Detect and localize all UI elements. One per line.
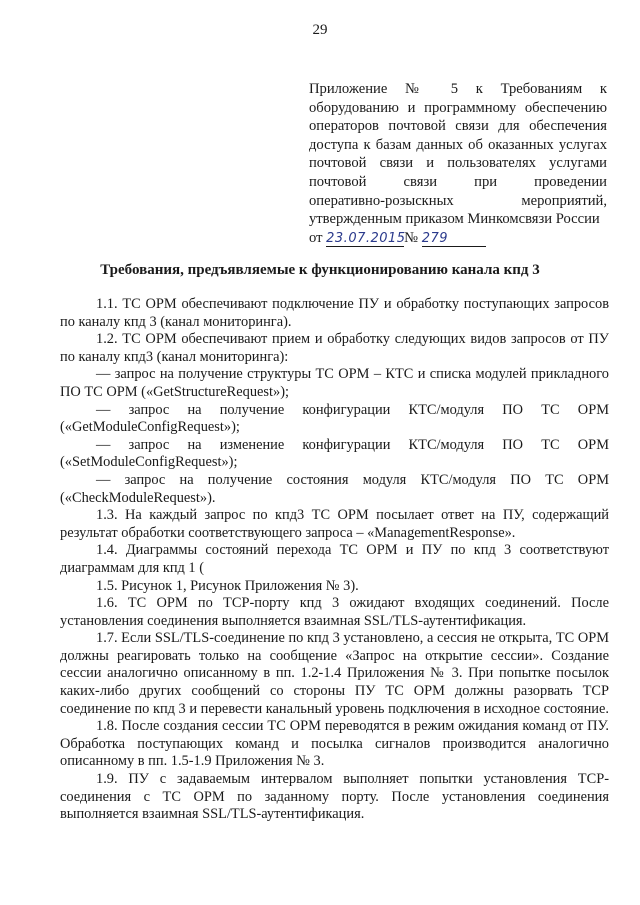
paragraph [60, 331, 609, 366]
handwritten-number: 279 [422, 231, 486, 247]
list-item [60, 366, 609, 401]
paragraph [60, 771, 609, 824]
paragraph-text: 1.7. Если SSL/TLS-соединение по кпд 3 установлено, а сессия не открыта, ТС ОРМ должны реагировать только на сообщение «Запрос на открытие сессии». Создание сессии аналогично описанному в пп. 1.2-1.4 Приложения № 3. При попытке посылок каких-либо других сообщений со стороны ПУ ТС ОРМ должны разорвать TCP соединение по кпд 3 и перевести канальный уровень подключения в исходное состояние. [60, 630, 610, 717]
appendix-header [309, 80, 607, 247]
list-item [60, 437, 609, 472]
appendix-line: доступа к базам данных об оказанных услугах [309, 136, 607, 153]
paragraph-text: 1.2. ТС ОРМ обеспечивают прием и обработку следующих видов запросов от ПУ по каналу кпд3 (канал мониторинга): [60, 331, 609, 365]
paragraph-text: 1.1. ТС ОРМ обеспечивают подключение ПУ и обработку поступающих запросов по каналу кпд 3 (канал мониторинга). [60, 296, 609, 330]
list-item-text: — запрос на получение состояния модуля КТС/модуля ПО ТС ОРМ («CheckModuleRequest»). [60, 471, 609, 506]
order-date-line [309, 229, 607, 248]
paragraph [60, 595, 609, 630]
handwritten-date: 23.07.2015 [326, 230, 406, 246]
paragraph-text: 1.6. ТС ОРМ по TCP-порту кпд 3 ожидают входящих соединений. После установления соединения выполняется взаимная SSL/TLS-аутентификация. [60, 595, 609, 629]
paragraph [60, 296, 609, 331]
appendix-line: оперативно-розыскных мероприятий, [309, 192, 607, 209]
date-prefix: от [309, 229, 323, 246]
appendix-line: оборудованию и программному обеспечению [309, 99, 607, 116]
list-item-text: — запрос на изменение конфигурации КТС/модуля ПО ТС ОРМ («SetModuleConfigRequest»); [60, 436, 609, 471]
list-item [60, 402, 609, 437]
appendix-line: утвержденным приказом Минкомсвязи России [309, 211, 600, 228]
body-text [60, 296, 609, 824]
paragraph-text: 1.4. Диаграммы состояний перехода ТС ОРМ и ПУ по кпд 3 соответствуют диаграммам для кпд 1 ( [60, 542, 609, 576]
section-title: Требования, предъявляемые к функционированию канала кпд 3 [100, 262, 540, 278]
paragraph [60, 718, 609, 771]
paragraph [60, 578, 609, 596]
appendix-line: почтовой связи при проведении [309, 173, 607, 190]
paragraph [60, 542, 609, 577]
page-number: 29 [312, 22, 328, 38]
appendix-line: Приложение № 5 к Требованиям к [309, 81, 607, 97]
number-prefix: № [404, 229, 419, 246]
paragraph [60, 630, 609, 718]
paragraph-text: 1.3. На каждый запрос по кпд3 ТС ОРМ посылает ответ на ПУ, содержащий результат обработки соответствующего запроса – «ManagementResponse». [60, 507, 609, 541]
list-item-text: — запрос на получение структуры ТС ОРМ – КТС и списка модулей прикладного ПО ТС ОРМ («GetStructureRequest»); [60, 366, 609, 400]
list-item-text: — запрос на получение конфигурации КТС/модуля ПО ТС ОРМ («GetModuleConfigRequest»); [60, 401, 609, 436]
list-item [60, 472, 609, 507]
paragraph-text: 1.5. Рисунок 1, Рисунок Приложения № 3). [96, 577, 359, 594]
paragraph [60, 507, 609, 542]
paragraph-text: 1.9. ПУ с задаваемым интервалом выполняет попытки установления TCP-соединения с ТС ОРМ по заданному порту. После установления соединения выполняется взаимная SSL/TLS-аутентификация. [60, 771, 609, 823]
paragraph-text: 1.8. После создания сессии ТС ОРМ переводятся в режим ожидания команд от ПУ. Обработка поступающих команд и посылка сигналов производится аналогично описанному в пп. 1.5-1.9 Приложения № 3. [60, 718, 609, 770]
appendix-line: операторов почтовой связи для обеспечения [309, 118, 607, 135]
appendix-line: почтовой связи и пользователях услугами [309, 155, 607, 172]
